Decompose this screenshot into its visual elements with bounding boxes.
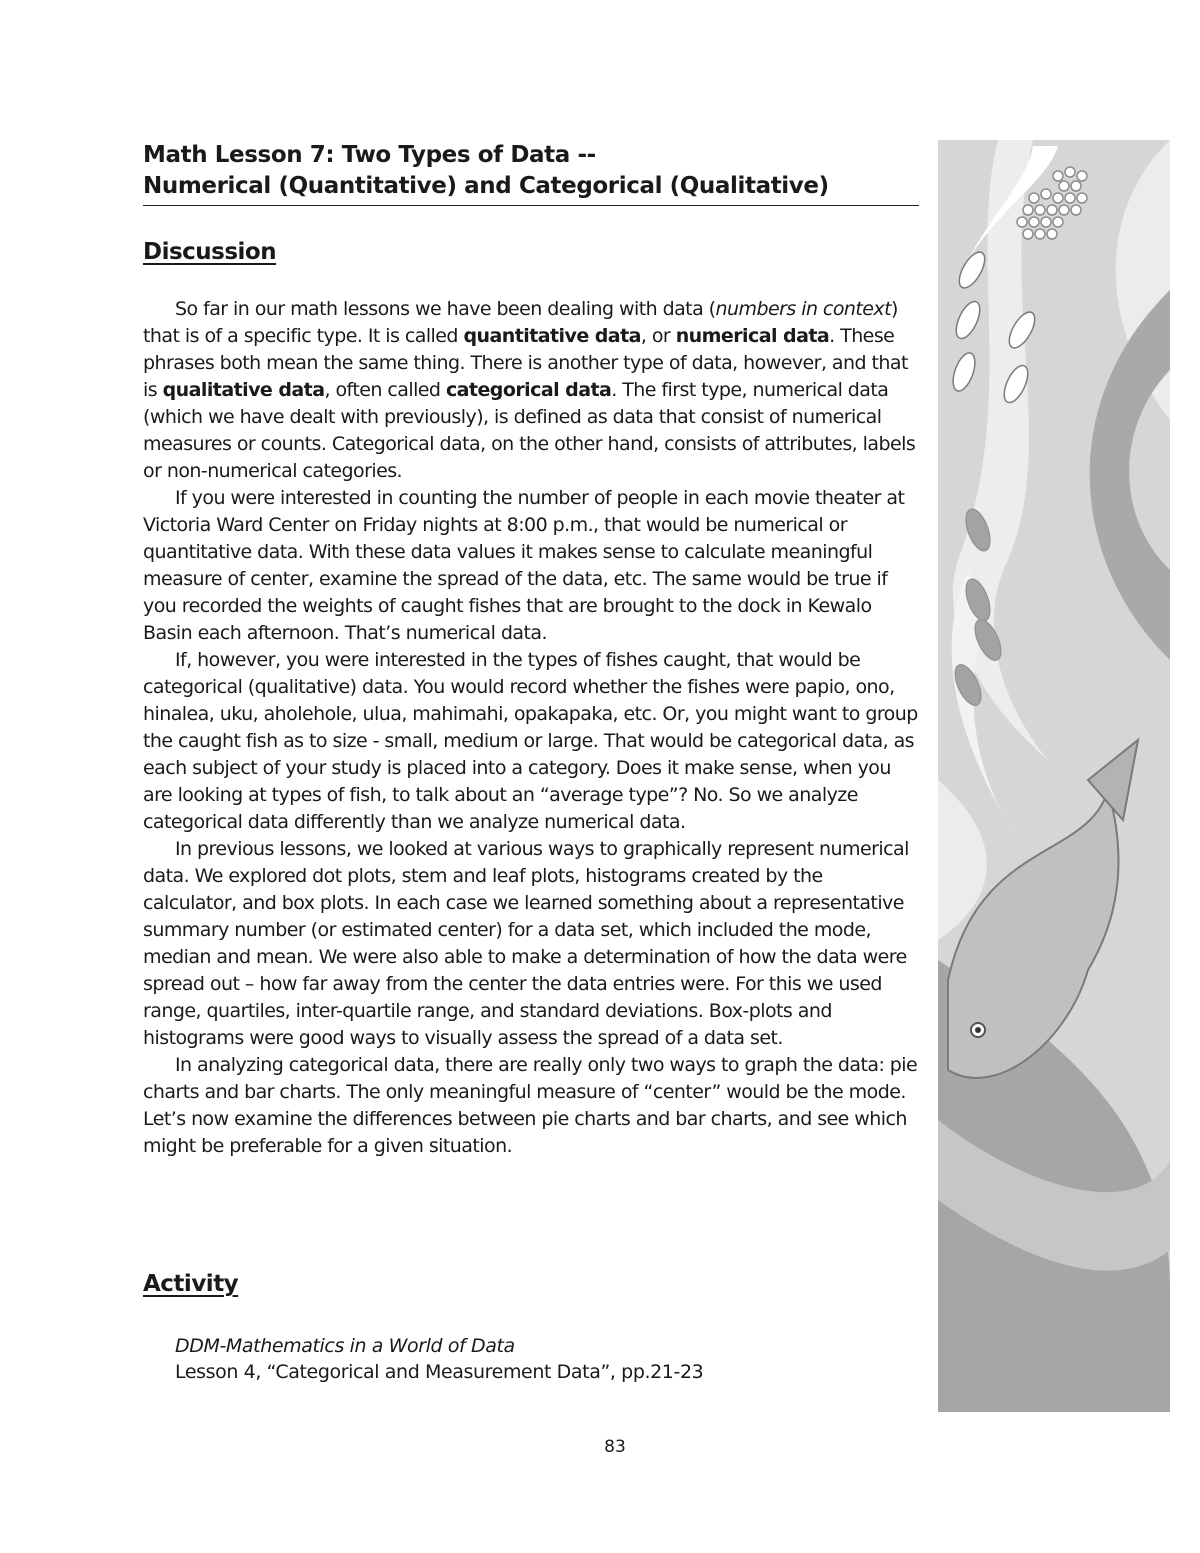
- page-title: [143, 140, 919, 202]
- discussion-heading: Discussion: [143, 239, 277, 265]
- p1-bold-qualitative: qualitative data: [162, 379, 325, 401]
- p1-text-i: , often called: [324, 379, 446, 401]
- page-number: 83: [604, 1437, 626, 1457]
- reference-detail: Lesson 4, “Categorical and Measurement Data”, pp.21-23: [175, 1361, 704, 1383]
- discussion-body: [143, 296, 921, 1160]
- paragraph-5: In analyzing categorical data, there are really only two ways to graph the data: pie charts and bar charts. The only meaningful measure of “center” would be the mode. Let’s now examine the differences between pie charts and bar charts, and see which might be preferable for a given situation.: [143, 1054, 918, 1157]
- p1-text-a: So far in our math lessons we have been dealing with data (: [175, 298, 716, 320]
- p1-bold-quantitative: quantitative data: [463, 325, 641, 347]
- reference-title: DDM-Mathematics in a World of Data: [175, 1335, 515, 1357]
- p1-italic-term: numbers in context: [715, 298, 892, 320]
- p1-bold-numerical: numerical data: [675, 325, 830, 347]
- p1-bold-categorical: categorical data: [445, 379, 612, 401]
- activity-reference: [175, 1333, 703, 1385]
- fish-decorative-border: [938, 140, 1170, 1412]
- p1-text-e: , or: [640, 325, 676, 347]
- p1-text-c: ) that is of a specific type. It is called: [143, 298, 898, 347]
- p1-text-g: . These phrases both mean the same thing. There is another type of data, however, and that is: [143, 325, 908, 401]
- title-line-1: Math Lesson 7: Two Types of Data --: [143, 142, 596, 168]
- p1-text-k: . The first type, numerical data (which we have dealt with previously), is defined as data that consist of numerical measures or counts. Categorical data, on the other hand, consists of attributes, labels or non-numerical categories.: [143, 379, 916, 482]
- paragraph-4: In previous lessons, we looked at various ways to graphically represent numerical data. We explored dot plots, stem and leaf plots, histograms created by the calculator, and box plots. In each case we learned something about a representative summary number (or estimated center) for a data set, which included the mode, median and mean. We were also able to make a determination of how the data were spread out – how far away from the center the data entries were. For this we used range, quartiles, inter-quartile range, and standard deviations. Box-plots and histograms were good ways to visually assess the spread of a data set.: [143, 838, 909, 1049]
- title-line-2: Numerical (Quantitative) and Categorical (Qualitative): [143, 173, 829, 199]
- activity-heading: Activity: [143, 1271, 239, 1297]
- paragraph-1: [143, 296, 921, 485]
- paragraph-2: If you were interested in counting the number of people in each movie theater at Victoria Ward Center on Friday nights at 8:00 p.m., that would be numerical or quantitative data. With these data values it makes sense to calculate meaningful measure of center, examine the spread of the data, etc. The same would be true if you recorded the weights of caught fishes that are brought to the dock in Kewalo Basin each afternoon. That’s numerical data.: [143, 487, 905, 644]
- title-divider: [143, 205, 919, 206]
- paragraph-3: If, however, you were interested in the types of fishes caught, that would be categorical (qualitative) data. You would record whether the fishes were papio, ono, hinalea, uku, aholehole, ulua, mahimahi, opakapaka, etc. Or, you might want to group the caught fish as to size - small, medium or large. That would be categorical data, as each subject of your study is placed into a category. Does it make sense, when you are looking at types of fish, to talk about an “average type”? No. So we analyze categorical data differently than we analyze numerical data.: [143, 649, 918, 833]
